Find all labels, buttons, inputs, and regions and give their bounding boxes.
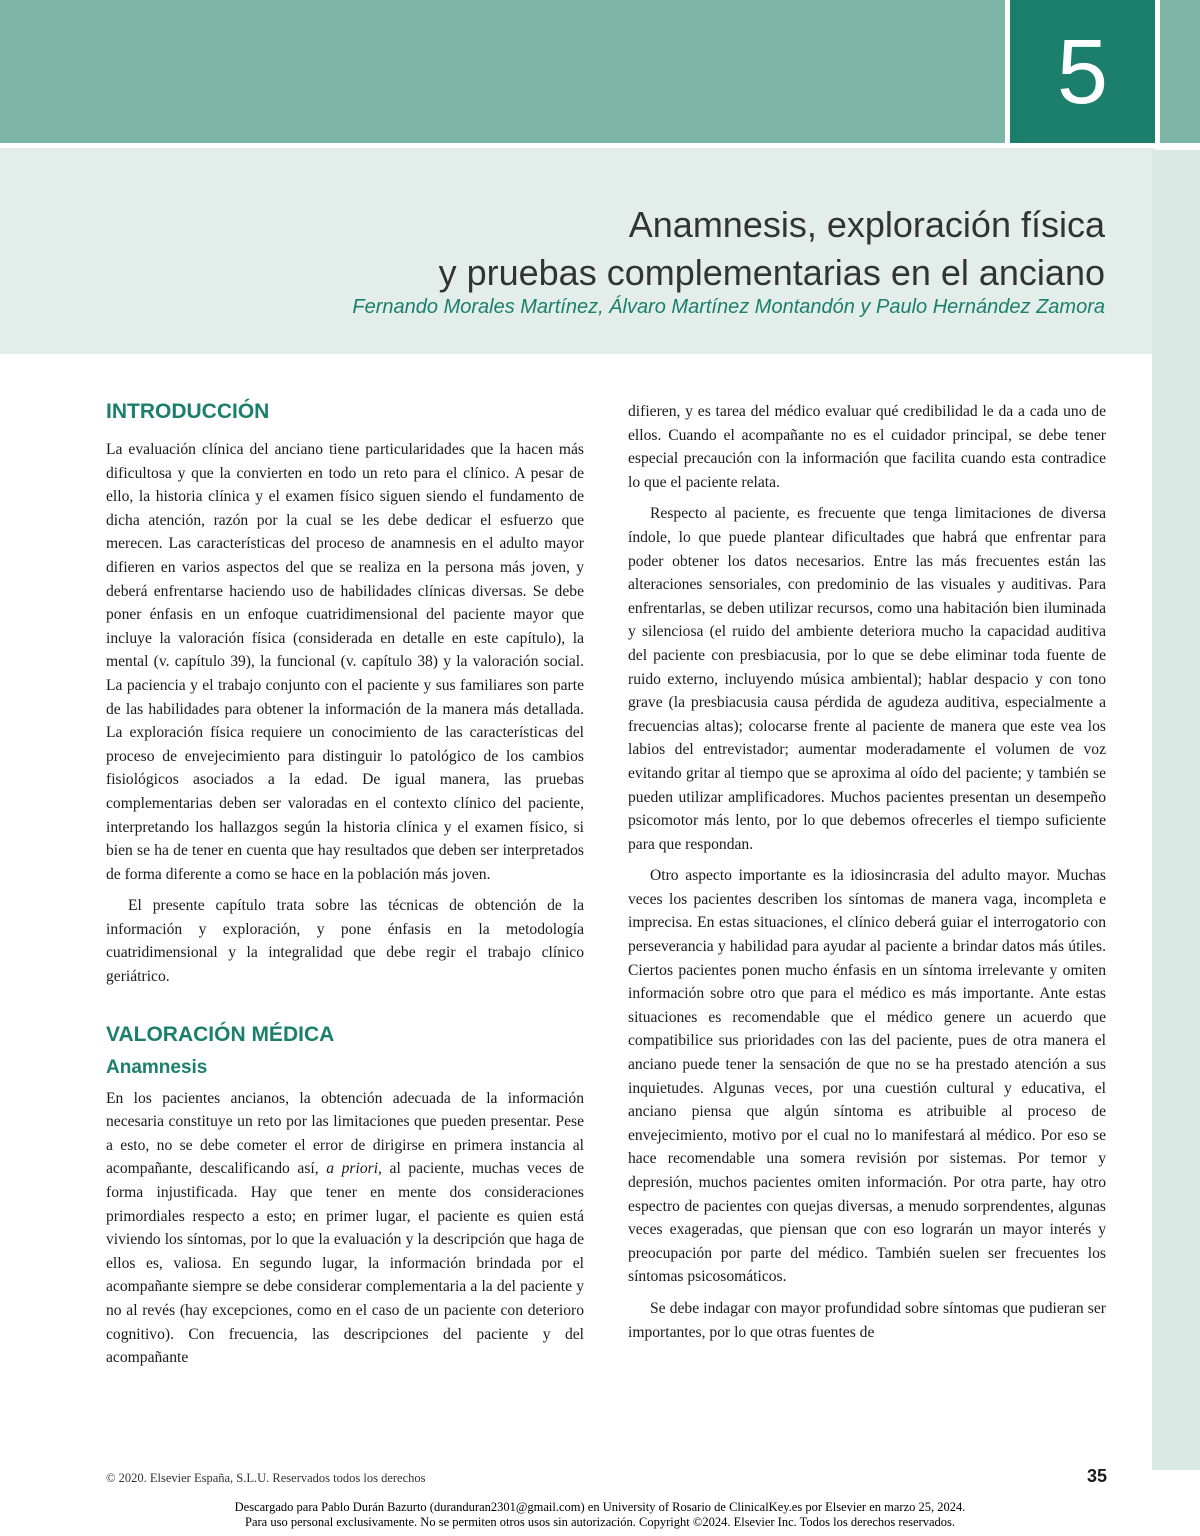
side-margin-strip xyxy=(1152,150,1200,1470)
top-right-strip xyxy=(1160,0,1200,143)
anamnesis-text-end: al paciente, muchas veces de forma injustificada. Hay que tener en mente dos consideraciones primordiales respecto a esto; en primer lugar, el paciente es quien está viviendo los síntomas, por lo que la evaluación y la descripción que haga de ellos es, valiosa. En segundo lugar, la información brindada por el acompañante siempre se debe considerar complementaria a la del paciente y no al revés (hay excepciones, como en el caso de un paciente con deterioro cognitivo). Con frecuencia, las descripciones del paciente y del acompañante xyxy=(106,1160,585,1367)
chapter-authors: Fernando Morales Martínez, Álvaro Martínez Montandón y Paulo Hernández Zamora xyxy=(352,296,1105,318)
download-notice-line-2: Para uso personal exclusivamente. No se permiten otros usos sin autorización. Copyright ©2024. Elsevier Inc. Todos los derechos reservados. xyxy=(245,1515,955,1529)
heading-introduccion: INTRODUCCIÓN xyxy=(106,400,270,423)
top-color-band xyxy=(0,0,1005,143)
right-paragraph-4: Se debe indagar con mayor profundidad sobre síntomas que pudieran ser importantes, por lo que otras fuentes de xyxy=(628,1299,1106,1341)
anamnesis-text-start: En los pacientes ancianos, la obtención adecuada de la información necesaria constituye un reto por las limitaciones que pueden presentar. Pese a esto, no se debe cometer el error de dirigirse en primera instancia al acompañante, descalificando así, xyxy=(106,1089,584,1178)
copyright-notice: © 2020. Elsevier España, S.L.U. Reservados todos los derechos xyxy=(106,1471,426,1485)
intro-paragraph-2: El presente capítulo trata sobre las técnicas de obtención de la información y exploración, y pone énfasis en la metodología cuatridimensional y la integralidad que debe regir el trabajo clínico geriátrico. xyxy=(106,897,584,986)
chapter-title xyxy=(439,201,1105,297)
intro-paragraph-1: La evaluación clínica del anciano tiene particularidades que la hacen más dificultosa y que la convierten en todo un reto para el clínico. A pesar de ello, la historia clínica y el examen físico siguen siendo el fundamento de dicha atención, razón por la cual se les debe dedicar el esfuerzo que merecen. Las características del proceso de anamnesis en el adulto mayor difieren en varios aspectos del que se realiza en la persona más joven, y deberá enfrentarse haciendo uso de habilidades clínicas diversas. Se debe poner énfasis en un enfoque cuatridimensional del paciente mayor que incluye la valoración física (considerada en detalle en este capítulo), la mental (v. capítulo 39), la funcional (v. capítulo 38) y la valoración social. La paciencia y el trabajo conjunto con el paciente y sus familiares son parte de las habilidades para obtener la información de la manera más detallada. La exploración física requiere un conocimiento de las características del proceso de envejecimiento para distinguir lo patológico de los cambios fisiológicos asociados a la edad. De igual manera, las pruebas complementarias deben ser valoradas en el contexto clínico del paciente, interpretando los hallazgos según la historia clínica y el examen físico, si bien se ha de tener en cuenta que hay resultados que deben ser interpretados de forma diferente a como se hace en la población más joven. xyxy=(106,441,584,883)
heading-valoracion-medica: VALORACIÓN MÉDICA xyxy=(106,1022,335,1046)
chapter-number: 5 xyxy=(1056,20,1109,123)
chapter-number-box xyxy=(1010,0,1155,143)
right-paragraph-2: Respecto al paciente, es frecuente que tenga limitaciones de diversa índole, lo que puede plantear dificultades que habrá que enfrentar para poder obtener los datos necesarios. Entre las más frecuentes están las alteraciones sensoriales, con predominio de las visuales y auditivas. Para enfrentarlas, se deben utilizar recursos, como una habitación bien iluminada y silenciosa (el ruido del ambiente deteriora mucho la capacidad auditiva del paciente con presbiacusia, por lo que se debe eliminar toda fuente de ruido externo, incluyendo música ambiental); hablar despacio y con tono grave (la presbiacusia causa pérdida de agudeza auditiva, especialmente a frecuencias altas); colocarse frente al paciente de manera que este vea los labios del entrevistador; aumentar moderadamente el volumen de voz evitando gritar al tiempo que se aproxima al oído del paciente; y también se pueden utilizar amplificadores. Muchos pacientes presentan un desempeño psicomotor más lento, por lo que debemos ofrecerles el tiempo suficiente para que respondan. xyxy=(628,505,1106,853)
anamnesis-paragraph-1 xyxy=(106,1087,584,1370)
anamnesis-italic-term: a priori, xyxy=(326,1160,382,1178)
chapter-title-line-1: Anamnesis, exploración física xyxy=(628,204,1105,246)
right-paragraph-3: Otro aspecto importante es la idiosincrasia del adulto mayor. Muchas veces los pacientes describen los síntomas de manera vaga, incompleta e imprecisa. En estas situaciones, el clínico deberá guiar el interrogatorio con perseverancia y habilidad para ayudar al paciente a brindar datos más útiles. Ciertos pacientes ponen mucho énfasis en un síntoma irrelevante y omiten información sobre otro que para el médico es más importante. Ante estas situaciones es recomendable que el médico genere un acuerdo que compatibilice sus prioridades con las del paciente, pues de otra manera el anciano puede tener la sensación de que no se ha prestado atención a sus inquietudes. Algunas veces, por una cuestión cultural y educativa, el anciano piensa que algún síntoma es atribuible al proceso de envejecimiento, motivo por el cual no lo manifestará al médico. Por eso se hace recomendable una somera revisión por sistemas. Por temor y depresión, muchos pacientes omiten información. Por otra parte, hay otro espectro de pacientes con quejas diversas, a menudo sorprendentes, algunas veces exageradas, que piensan que con eso lograrán un mayor interés y preocupación por parte del médico. También suelen ser frecuentes los síntomas psicosomáticos. xyxy=(628,867,1106,1286)
right-column xyxy=(628,400,1106,1344)
right-paragraph-1: difieren, y es tarea del médico evaluar qué credibilidad le da a cada uno de ellos. Cuando el acompañante no es el cuidador principal, se debe tener especial precaución con la información que facilita cuando esta contradice lo que el paciente relata. xyxy=(628,403,1106,491)
page-number: 35 xyxy=(1086,1466,1107,1486)
heading-anamnesis: Anamnesis xyxy=(106,1056,208,1078)
chapter-title-line-2: y pruebas complementarias en el anciano xyxy=(438,252,1105,294)
left-column xyxy=(106,398,584,1370)
download-notice-line-1: Descargado para Pablo Durán Bazurto (duranduran2301@gmail.com) en University of Rosario de ClinicalKey.es por Elsevier en marzo 25, 2024. xyxy=(234,1500,966,1514)
